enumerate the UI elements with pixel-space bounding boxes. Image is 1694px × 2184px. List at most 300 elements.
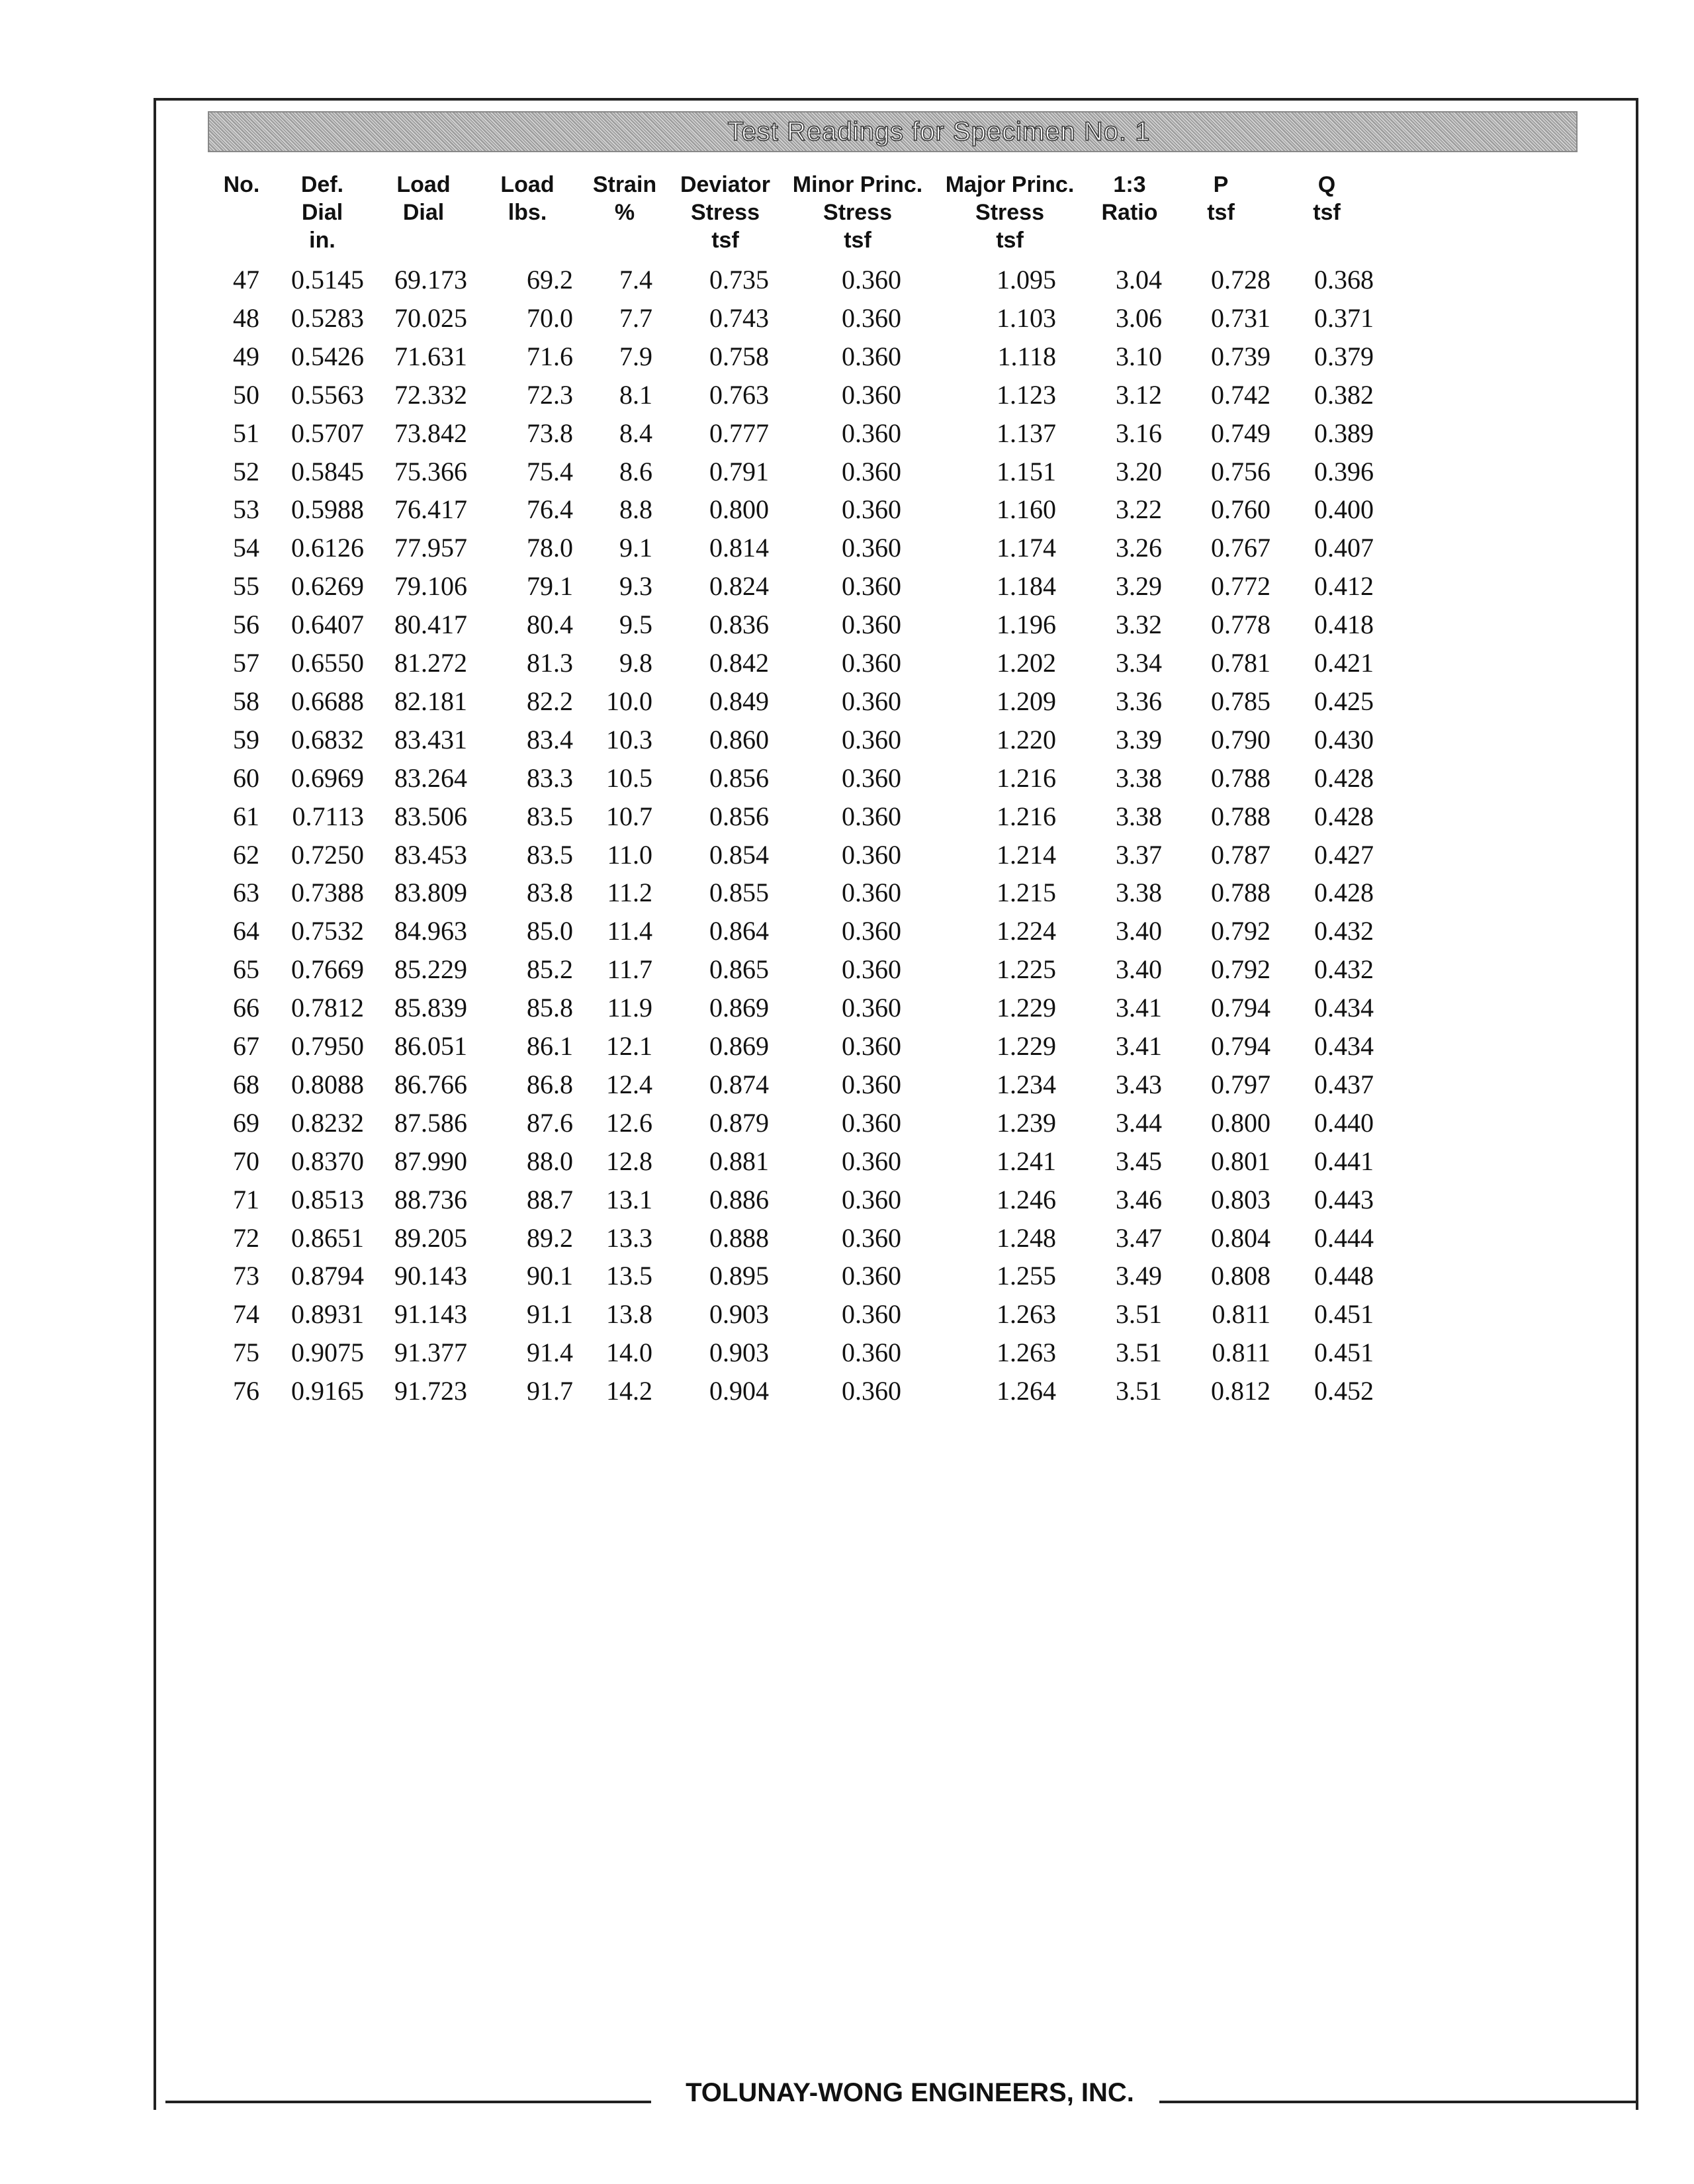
cell-q: 0.427	[1314, 839, 1374, 870]
cell-load-dial: 83.809	[394, 878, 467, 908]
cell-load-dial: 84.963	[394, 916, 467, 946]
cell-load-dial: 83.264	[394, 762, 467, 793]
cell-p: 0.811	[1212, 1299, 1270, 1330]
cell-p: 0.801	[1211, 1146, 1270, 1176]
cell-minor-princ-stress: 0.360	[842, 1146, 901, 1176]
cell-minor-princ-stress: 0.360	[842, 1031, 901, 1061]
cell-no: 61	[233, 801, 259, 831]
cell-deviator-stress: 0.864	[709, 916, 769, 946]
cell-ratio: 3.41	[1116, 1031, 1162, 1061]
cell-strain: 8.6	[619, 456, 652, 486]
cell-strain: 10.5	[606, 762, 652, 793]
cell-q: 0.421	[1314, 648, 1374, 678]
cell-deviator-stress: 0.865	[709, 954, 769, 985]
cell-def-dial: 0.8931	[291, 1299, 364, 1330]
cell-deviator-stress: 0.791	[709, 456, 769, 486]
cell-q: 0.448	[1314, 1261, 1374, 1291]
cell-def-dial: 0.6269	[291, 571, 364, 602]
cell-load-lbs: 78.0	[527, 533, 573, 563]
cell-no: 64	[233, 916, 259, 946]
cell-minor-princ-stress: 0.360	[842, 533, 901, 563]
cell-minor-princ-stress: 0.360	[842, 265, 901, 295]
cell-q: 0.440	[1314, 1107, 1374, 1138]
table-row	[0, 1334, 1694, 1372]
cell-major-princ-stress: 1.224	[997, 916, 1056, 946]
cell-deviator-stress: 0.800	[709, 494, 769, 525]
cell-load-lbs: 91.4	[527, 1338, 573, 1368]
table-row	[0, 1181, 1694, 1219]
cell-def-dial: 0.6407	[291, 610, 364, 640]
cell-p: 0.787	[1211, 839, 1270, 870]
cell-deviator-stress: 0.824	[709, 571, 769, 602]
cell-load-dial: 71.631	[394, 341, 467, 371]
col-header-ratio: 1:3 Ratio	[1101, 172, 1158, 225]
table-row	[0, 682, 1694, 721]
cell-deviator-stress: 0.854	[709, 839, 769, 870]
cell-load-lbs: 71.6	[527, 341, 573, 371]
cell-strain: 10.0	[606, 686, 652, 716]
cell-strain: 7.7	[619, 302, 652, 333]
cell-ratio: 3.49	[1116, 1261, 1162, 1291]
cell-major-princ-stress: 1.239	[997, 1107, 1056, 1138]
cell-major-princ-stress: 1.209	[997, 686, 1056, 716]
cell-strain: 14.2	[606, 1376, 652, 1406]
cell-load-dial: 90.143	[394, 1261, 467, 1291]
cell-load-dial: 79.106	[394, 571, 467, 602]
cell-load-lbs: 86.1	[527, 1031, 573, 1061]
cell-ratio: 3.38	[1116, 801, 1162, 831]
cell-p: 0.742	[1211, 379, 1270, 410]
cell-ratio: 3.44	[1116, 1107, 1162, 1138]
cell-p: 0.792	[1211, 954, 1270, 985]
cell-strain: 9.5	[619, 610, 652, 640]
cell-p: 0.812	[1211, 1376, 1270, 1406]
cell-deviator-stress: 0.763	[709, 379, 769, 410]
cell-minor-princ-stress: 0.360	[842, 1338, 901, 1368]
cell-ratio: 3.29	[1116, 571, 1162, 602]
cell-load-lbs: 83.4	[527, 724, 573, 754]
cell-load-dial: 87.990	[394, 1146, 467, 1176]
cell-q: 0.368	[1314, 265, 1374, 295]
cell-no: 74	[233, 1299, 259, 1330]
cell-major-princ-stress: 1.241	[997, 1146, 1056, 1176]
cell-no: 48	[233, 302, 259, 333]
cell-load-lbs: 91.1	[527, 1299, 573, 1330]
cell-load-lbs: 89.2	[527, 1222, 573, 1253]
cell-no: 55	[233, 571, 259, 602]
cell-strain: 10.7	[606, 801, 652, 831]
cell-no: 71	[233, 1184, 259, 1214]
cell-q: 0.428	[1314, 878, 1374, 908]
cell-ratio: 3.36	[1116, 686, 1162, 716]
table-row	[0, 1372, 1694, 1410]
cell-load-lbs: 87.6	[527, 1107, 573, 1138]
cell-def-dial: 0.8794	[291, 1261, 364, 1291]
cell-ratio: 3.39	[1116, 724, 1162, 754]
cell-def-dial: 0.5988	[291, 494, 364, 525]
table-row	[0, 912, 1694, 950]
cell-def-dial: 0.9165	[291, 1376, 364, 1406]
cell-ratio: 3.47	[1116, 1222, 1162, 1253]
cell-def-dial: 0.8513	[291, 1184, 364, 1214]
cell-major-princ-stress: 1.137	[997, 418, 1056, 448]
cell-major-princ-stress: 1.160	[997, 494, 1056, 525]
cell-ratio: 3.20	[1116, 456, 1162, 486]
cell-deviator-stress: 0.874	[709, 1069, 769, 1099]
col-header-load-dial: Load Dial	[396, 172, 451, 225]
cell-strain: 13.3	[606, 1222, 652, 1253]
cell-strain: 11.4	[607, 916, 652, 946]
table-row	[0, 950, 1694, 989]
cell-def-dial: 0.7669	[291, 954, 364, 985]
table-row	[0, 989, 1694, 1027]
cell-load-lbs: 80.4	[527, 610, 573, 640]
cell-deviator-stress: 0.758	[709, 341, 769, 371]
cell-p: 0.788	[1211, 801, 1270, 831]
cell-q: 0.425	[1314, 686, 1374, 716]
cell-def-dial: 0.7812	[291, 993, 364, 1023]
cell-major-princ-stress: 1.246	[997, 1184, 1056, 1214]
cell-major-princ-stress: 1.151	[997, 456, 1056, 486]
cell-major-princ-stress: 1.202	[997, 648, 1056, 678]
cell-p: 0.808	[1211, 1261, 1270, 1291]
cell-p: 0.800	[1211, 1107, 1270, 1138]
col-header-p: P tsf	[1207, 172, 1235, 225]
cell-p: 0.788	[1211, 878, 1270, 908]
cell-def-dial: 0.7250	[291, 839, 364, 870]
cell-major-princ-stress: 1.215	[997, 878, 1056, 908]
cell-p: 0.756	[1211, 456, 1270, 486]
cell-q: 0.432	[1314, 954, 1374, 985]
cell-deviator-stress: 0.814	[709, 533, 769, 563]
cell-load-dial: 86.051	[394, 1031, 467, 1061]
cell-no: 47	[233, 265, 259, 295]
cell-no: 57	[233, 648, 259, 678]
cell-strain: 12.6	[606, 1107, 652, 1138]
cell-load-dial: 72.332	[394, 379, 467, 410]
col-header-no	[218, 171, 265, 199]
cell-minor-princ-stress: 0.360	[842, 302, 901, 333]
cell-ratio: 3.32	[1116, 610, 1162, 640]
cell-load-lbs: 88.0	[527, 1146, 573, 1176]
footer-rule-left	[165, 2101, 651, 2103]
cell-deviator-stress: 0.879	[709, 1107, 769, 1138]
col-header-q: Q tsf	[1313, 172, 1341, 225]
cell-load-lbs: 82.2	[527, 686, 573, 716]
cell-strain: 7.4	[619, 265, 652, 295]
cell-major-princ-stress: 1.103	[997, 302, 1056, 333]
col-header-no-label: No.	[223, 172, 260, 197]
cell-deviator-stress: 0.860	[709, 724, 769, 754]
cell-q: 0.437	[1314, 1069, 1374, 1099]
cell-strain: 11.2	[607, 878, 652, 908]
cell-load-dial: 76.417	[394, 494, 467, 525]
cell-q: 0.444	[1314, 1222, 1374, 1253]
table-row	[0, 1027, 1694, 1066]
cell-deviator-stress: 0.881	[709, 1146, 769, 1176]
cell-no: 66	[233, 993, 259, 1023]
cell-strain: 11.9	[607, 993, 652, 1023]
cell-minor-princ-stress: 0.360	[842, 724, 901, 754]
cell-minor-princ-stress: 0.360	[842, 686, 901, 716]
col-header-strain: Strain %	[592, 172, 657, 225]
cell-p: 0.728	[1211, 265, 1270, 295]
cell-major-princ-stress: 1.234	[997, 1069, 1056, 1099]
cell-p: 0.731	[1211, 302, 1270, 333]
cell-minor-princ-stress: 0.360	[842, 1299, 901, 1330]
cell-load-dial: 91.723	[394, 1376, 467, 1406]
cell-major-princ-stress: 1.220	[997, 724, 1056, 754]
cell-deviator-stress: 0.849	[709, 686, 769, 716]
cell-load-dial: 89.205	[394, 1222, 467, 1253]
cell-strain: 12.4	[606, 1069, 652, 1099]
cell-strain: 13.5	[606, 1261, 652, 1291]
table-row	[0, 1219, 1694, 1257]
cell-major-princ-stress: 1.196	[997, 610, 1056, 640]
cell-deviator-stress: 0.869	[709, 1031, 769, 1061]
cell-minor-princ-stress: 0.360	[842, 801, 901, 831]
cell-load-dial: 80.417	[394, 610, 467, 640]
cell-deviator-stress: 0.842	[709, 648, 769, 678]
cell-def-dial: 0.9075	[291, 1338, 364, 1368]
cell-p: 0.792	[1211, 916, 1270, 946]
cell-deviator-stress: 0.886	[709, 1184, 769, 1214]
table-row	[0, 1142, 1694, 1181]
table-row	[0, 490, 1694, 529]
cell-load-dial: 87.586	[394, 1107, 467, 1138]
cell-deviator-stress: 0.856	[709, 762, 769, 793]
cell-strain: 9.8	[619, 648, 652, 678]
cell-minor-princ-stress: 0.360	[842, 839, 901, 870]
table-row	[0, 797, 1694, 836]
cell-minor-princ-stress: 0.360	[842, 954, 901, 985]
cell-load-lbs: 83.5	[527, 839, 573, 870]
cell-minor-princ-stress: 0.360	[842, 1069, 901, 1099]
cell-minor-princ-stress: 0.360	[842, 1261, 901, 1291]
cell-ratio: 3.51	[1116, 1299, 1162, 1330]
cell-load-dial: 86.766	[394, 1069, 467, 1099]
cell-major-princ-stress: 1.174	[997, 533, 1056, 563]
cell-no: 68	[233, 1069, 259, 1099]
table-row	[0, 874, 1694, 912]
cell-minor-princ-stress: 0.360	[842, 571, 901, 602]
cell-strain: 10.3	[606, 724, 652, 754]
cell-ratio: 3.41	[1116, 993, 1162, 1023]
cell-major-princ-stress: 1.225	[997, 954, 1056, 985]
footer-rule-right	[1159, 2101, 1638, 2103]
cell-q: 0.430	[1314, 724, 1374, 754]
table-row	[0, 759, 1694, 797]
cell-major-princ-stress: 1.123	[997, 379, 1056, 410]
company-name: TOLUNAY-WONG ENGINEERS, INC.	[686, 2078, 1134, 2107]
cell-def-dial: 0.5563	[291, 379, 364, 410]
cell-strain: 14.0	[606, 1338, 652, 1368]
cell-strain: 13.8	[606, 1299, 652, 1330]
cell-major-princ-stress: 1.248	[997, 1222, 1056, 1253]
table-row	[0, 721, 1694, 759]
cell-no: 49	[233, 341, 259, 371]
cell-load-dial: 73.842	[394, 418, 467, 448]
cell-no: 60	[233, 762, 259, 793]
cell-q: 0.434	[1314, 993, 1374, 1023]
cell-major-princ-stress: 1.184	[997, 571, 1056, 602]
cell-q: 0.451	[1314, 1338, 1374, 1368]
cell-ratio: 3.40	[1116, 916, 1162, 946]
cell-no: 56	[233, 610, 259, 640]
cell-q: 0.432	[1314, 916, 1374, 946]
cell-q: 0.428	[1314, 801, 1374, 831]
cell-p: 0.803	[1211, 1184, 1270, 1214]
cell-load-dial: 69.173	[394, 265, 467, 295]
cell-q: 0.441	[1314, 1146, 1374, 1176]
cell-load-lbs: 85.0	[527, 916, 573, 946]
cell-q: 0.434	[1314, 1031, 1374, 1061]
cell-p: 0.794	[1211, 993, 1270, 1023]
cell-load-dial: 85.229	[394, 954, 467, 985]
cell-def-dial: 0.6969	[291, 762, 364, 793]
cell-no: 52	[233, 456, 259, 486]
table-row	[0, 1257, 1694, 1295]
cell-no: 51	[233, 418, 259, 448]
cell-deviator-stress: 0.856	[709, 801, 769, 831]
cell-load-lbs: 90.1	[527, 1261, 573, 1291]
cell-no: 59	[233, 724, 259, 754]
cell-strain: 12.8	[606, 1146, 652, 1176]
cell-major-princ-stress: 1.229	[997, 993, 1056, 1023]
cell-no: 62	[233, 839, 259, 870]
cell-major-princ-stress: 1.264	[997, 1376, 1056, 1406]
cell-def-dial: 0.5145	[291, 265, 364, 295]
table-title-banner	[208, 111, 1578, 152]
cell-p: 0.811	[1212, 1338, 1270, 1368]
cell-def-dial: 0.8651	[291, 1222, 364, 1253]
cell-p: 0.767	[1211, 533, 1270, 563]
cell-ratio: 3.40	[1116, 954, 1162, 985]
cell-minor-princ-stress: 0.360	[842, 379, 901, 410]
cell-minor-princ-stress: 0.360	[842, 456, 901, 486]
cell-minor-princ-stress: 0.360	[842, 1222, 901, 1253]
cell-def-dial: 0.5707	[291, 418, 364, 448]
cell-q: 0.371	[1314, 302, 1374, 333]
cell-def-dial: 0.8370	[291, 1146, 364, 1176]
cell-load-lbs: 88.7	[527, 1184, 573, 1214]
cell-ratio: 3.38	[1116, 762, 1162, 793]
table-row	[0, 261, 1694, 299]
cell-def-dial: 0.8232	[291, 1107, 364, 1138]
cell-strain: 8.8	[619, 494, 652, 525]
cell-major-princ-stress: 1.095	[997, 265, 1056, 295]
cell-minor-princ-stress: 0.360	[842, 418, 901, 448]
cell-ratio: 3.51	[1116, 1376, 1162, 1406]
cell-no: 72	[233, 1222, 259, 1253]
cell-load-lbs: 83.5	[527, 801, 573, 831]
cell-def-dial: 0.6832	[291, 724, 364, 754]
cell-deviator-stress: 0.895	[709, 1261, 769, 1291]
cell-load-dial: 91.143	[394, 1299, 467, 1330]
cell-load-lbs: 72.3	[527, 379, 573, 410]
cell-strain: 8.4	[619, 418, 652, 448]
table-row	[0, 376, 1694, 414]
cell-strain: 7.9	[619, 341, 652, 371]
cell-deviator-stress: 0.869	[709, 993, 769, 1023]
cell-deviator-stress: 0.735	[709, 265, 769, 295]
cell-no: 50	[233, 379, 259, 410]
col-header-deviator-stress: Deviator Stress tsf	[680, 172, 771, 253]
cell-load-lbs: 73.8	[527, 418, 573, 448]
cell-major-princ-stress: 1.118	[997, 341, 1056, 371]
cell-load-lbs: 85.2	[527, 954, 573, 985]
cell-ratio: 3.22	[1116, 494, 1162, 525]
cell-def-dial: 0.5283	[291, 302, 364, 333]
cell-load-dial: 77.957	[394, 533, 467, 563]
cell-load-dial: 88.736	[394, 1184, 467, 1214]
cell-deviator-stress: 0.777	[709, 418, 769, 448]
col-header-minor-princ-stress: Minor Princ. Stress tsf	[792, 172, 923, 253]
cell-strain: 13.1	[606, 1184, 652, 1214]
cell-minor-princ-stress: 0.360	[842, 648, 901, 678]
cell-def-dial: 0.8088	[291, 1069, 364, 1099]
cell-q: 0.418	[1314, 610, 1374, 640]
cell-minor-princ-stress: 0.360	[842, 610, 901, 640]
col-header-def-dial: Def. Dial in.	[300, 172, 344, 253]
cell-q: 0.451	[1314, 1299, 1374, 1330]
cell-minor-princ-stress: 0.360	[842, 762, 901, 793]
cell-ratio: 3.26	[1116, 533, 1162, 563]
cell-p: 0.797	[1211, 1069, 1270, 1099]
cell-q: 0.443	[1314, 1184, 1374, 1214]
cell-deviator-stress: 0.903	[709, 1299, 769, 1330]
cell-q: 0.412	[1314, 571, 1374, 602]
cell-major-princ-stress: 1.216	[997, 762, 1056, 793]
cell-def-dial: 0.6688	[291, 686, 364, 716]
cell-def-dial: 0.7113	[292, 801, 364, 831]
cell-ratio: 3.38	[1116, 878, 1162, 908]
table-row	[0, 1104, 1694, 1142]
cell-minor-princ-stress: 0.360	[842, 494, 901, 525]
cell-no: 58	[233, 686, 259, 716]
cell-strain: 9.1	[619, 533, 652, 563]
cell-strain: 8.1	[619, 379, 652, 410]
table-row	[0, 644, 1694, 682]
cell-p: 0.794	[1211, 1031, 1270, 1061]
cell-def-dial: 0.7532	[291, 916, 364, 946]
cell-p: 0.804	[1211, 1222, 1270, 1253]
table-row	[0, 1066, 1694, 1104]
cell-p: 0.778	[1211, 610, 1270, 640]
cell-load-lbs: 85.8	[527, 993, 573, 1023]
cell-p: 0.760	[1211, 494, 1270, 525]
cell-ratio: 3.10	[1116, 341, 1162, 371]
cell-p: 0.772	[1211, 571, 1270, 602]
cell-def-dial: 0.5845	[291, 456, 364, 486]
cell-no: 69	[233, 1107, 259, 1138]
cell-load-lbs: 75.4	[527, 456, 573, 486]
cell-load-lbs: 81.3	[527, 648, 573, 678]
cell-load-dial: 81.272	[394, 648, 467, 678]
cell-minor-princ-stress: 0.360	[842, 993, 901, 1023]
table-row	[0, 414, 1694, 453]
cell-no: 70	[233, 1146, 259, 1176]
cell-major-princ-stress: 1.216	[997, 801, 1056, 831]
cell-major-princ-stress: 1.263	[997, 1338, 1056, 1368]
cell-load-lbs: 83.3	[527, 762, 573, 793]
cell-no: 65	[233, 954, 259, 985]
table-row	[0, 567, 1694, 606]
cell-p: 0.785	[1211, 686, 1270, 716]
cell-minor-princ-stress: 0.360	[842, 341, 901, 371]
cell-load-dial: 85.839	[394, 993, 467, 1023]
cell-load-dial: 82.181	[394, 686, 467, 716]
